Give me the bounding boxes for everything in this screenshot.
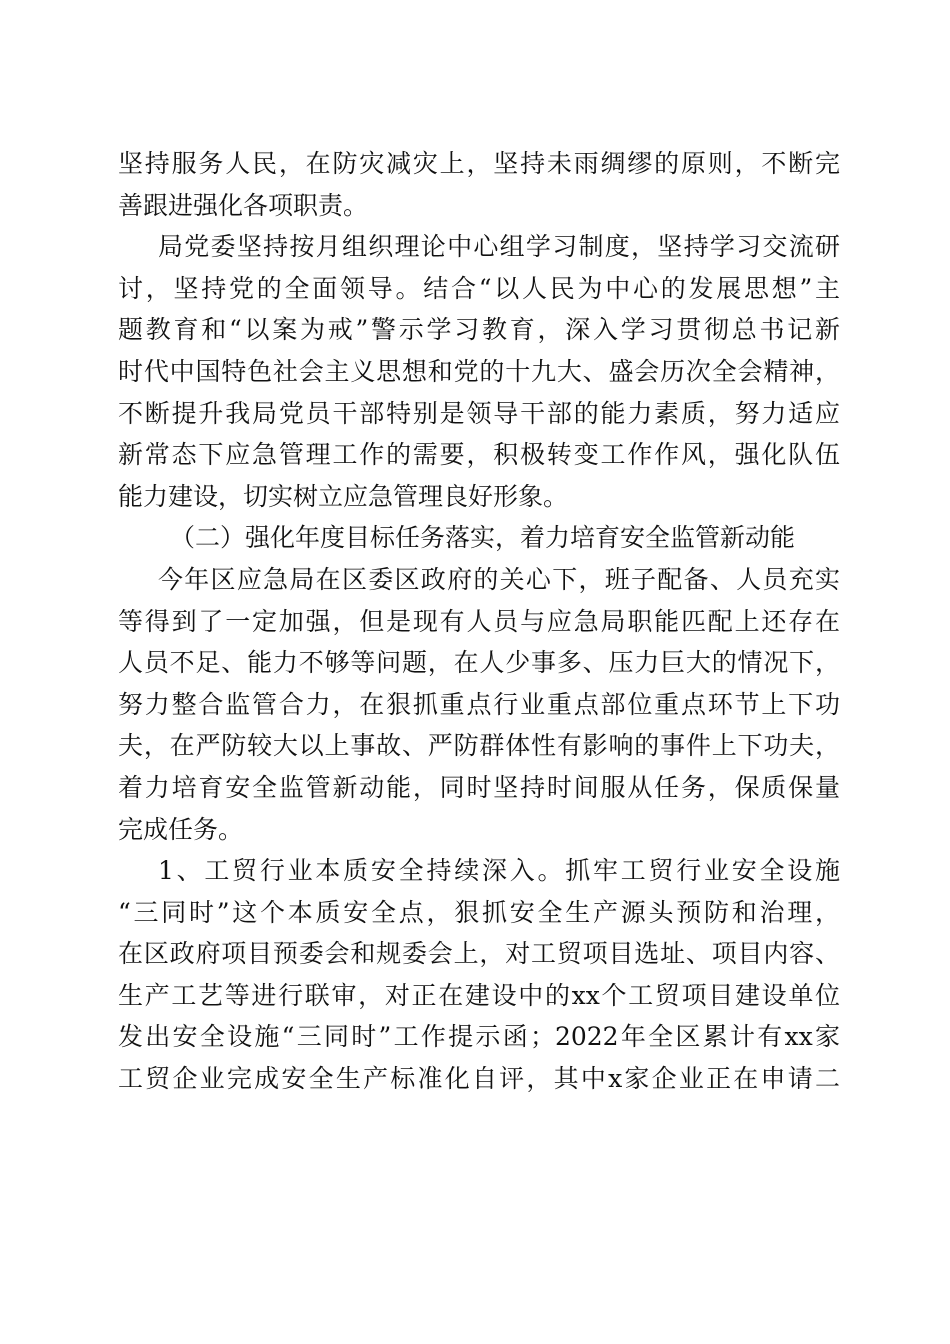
text-line: 完成任务。 <box>118 814 244 844</box>
text-line: 等得到了一定加强，但是现有人员与应急局职能匹配上还存在 <box>118 606 840 636</box>
text-line: 讨，坚持党的全面领导。结合“以人民为中心的发展思想”主 <box>118 273 840 303</box>
text-line: 今年区应急局在区委区政府的关心下，班子配备、人员充实 <box>158 564 840 594</box>
text-line: 新常态下应急管理工作的需要，积极转变工作作风，强化队伍 <box>118 440 840 470</box>
text-line: 着力培育安全监管新动能，同时坚持时间服从任务，保质保量 <box>118 772 840 802</box>
text-line: 时代中国特色社会主义思想和党的十九大、盛会历次全会精神， <box>118 356 840 386</box>
text-line: 工贸企业完成安全生产标准化自评，其中x家企业正在申请二 <box>118 1064 840 1094</box>
text-line: 夫，在严防较大以上事故、严防群体性有影响的事件上下功夫， <box>118 731 840 761</box>
text-line: 题教育和“以案为戒”警示学习教育，深入学习贯彻总书记新 <box>118 315 840 345</box>
text-line: 能力建设，切实树立应急管理良好形象。 <box>118 481 569 511</box>
text-line: 坚持服务人民，在防灾减灾上，坚持未雨绸缪的原则，不断完 <box>118 149 840 178</box>
text-line: 1、工贸行业本质安全持续深入。抓牢工贸行业安全设施 <box>158 856 840 886</box>
paragraph <box>118 559 840 850</box>
text-line: “三同时”这个本质安全点，狠抓安全生产源头预防和治理， <box>118 897 840 927</box>
text-line: 局党委坚持按月组织理论中心组学习制度，坚持学习交流研 <box>158 232 840 262</box>
text-line: 发出安全设施“三同时”工作提示函；2022年全区累计有xx家 <box>118 1022 840 1052</box>
paragraph <box>118 143 840 226</box>
text-line: 人员不足、能力不够等问题，在人少事多、压力巨大的情况下， <box>118 648 840 678</box>
section-heading: （二）强化年度目标任务落实，着力培育安全监管新动能 <box>170 523 796 553</box>
text-line: 善跟进强化各项职责。 <box>118 190 369 220</box>
text-line: 努力整合监管合力，在狠抓重点行业重点部位重点环节上下功 <box>118 689 840 719</box>
text-line: 不断提升我局党员干部特别是领导干部的能力素质，努力适应 <box>118 398 840 428</box>
paragraph <box>118 850 840 1100</box>
text-line: 生产工艺等进行联审，对正在建设中的xx个工贸项目建设单位 <box>118 980 840 1010</box>
document-body <box>118 143 840 1100</box>
paragraph <box>118 226 840 517</box>
text-line: 在区政府项目预委会和规委会上，对工贸项目选址、项目内容、 <box>118 939 840 969</box>
